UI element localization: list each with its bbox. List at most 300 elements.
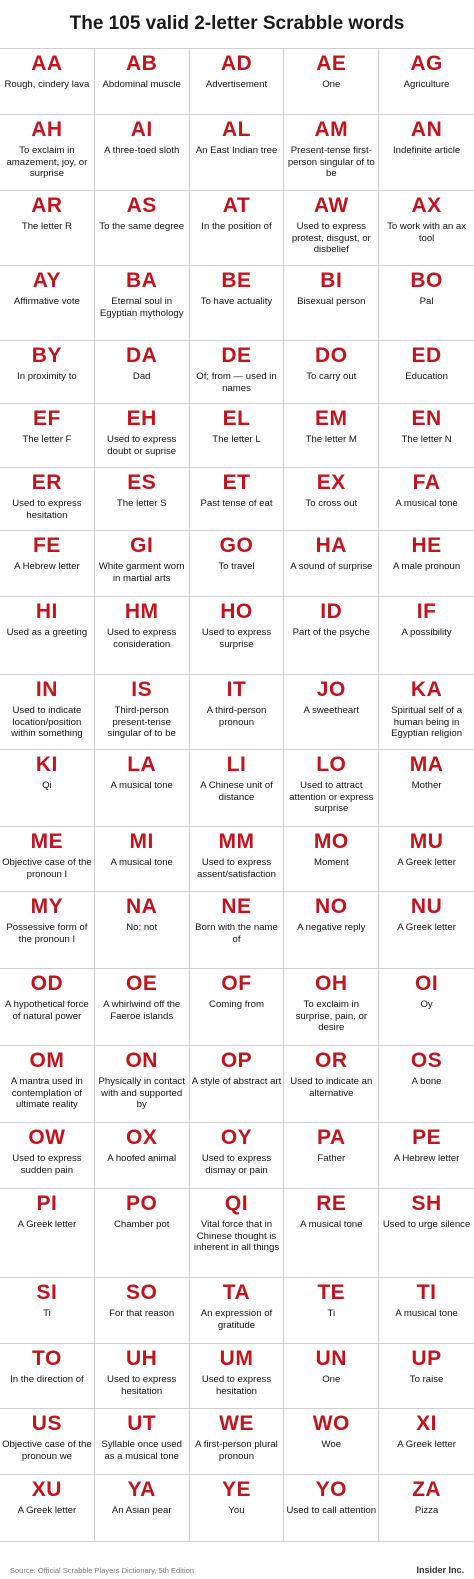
word: WO bbox=[312, 1412, 350, 1435]
word-cell bbox=[0, 115, 95, 190]
definition: A possibility bbox=[401, 627, 452, 638]
definition: A Greek letter bbox=[17, 1505, 77, 1516]
word-cell bbox=[95, 750, 190, 826]
definition: Eternal soul in Egyptian mythology bbox=[99, 296, 184, 319]
definition: A hypothetical force of natural power bbox=[5, 999, 89, 1022]
definition: A Greek letter bbox=[397, 857, 456, 868]
word-cell bbox=[284, 675, 379, 749]
word: GO bbox=[219, 534, 254, 557]
word: ES bbox=[127, 471, 157, 494]
word: FA bbox=[412, 471, 441, 494]
word-cell bbox=[0, 1046, 95, 1122]
definition: Advertisement bbox=[205, 79, 268, 90]
word-cell bbox=[284, 531, 379, 596]
word: ET bbox=[222, 471, 251, 494]
definition: A musical tone bbox=[395, 498, 458, 509]
word: HA bbox=[315, 534, 347, 557]
footer bbox=[0, 1561, 474, 1579]
word: OH bbox=[315, 972, 348, 995]
word-cell bbox=[0, 49, 95, 114]
word: OS bbox=[410, 1049, 443, 1072]
word: AH bbox=[31, 118, 63, 141]
definition: Pizza bbox=[414, 1505, 439, 1516]
grid-row bbox=[0, 1189, 474, 1278]
definition: A three-toed sloth bbox=[104, 145, 180, 156]
word: EX bbox=[316, 471, 346, 494]
word-cell bbox=[0, 404, 95, 467]
word-cell bbox=[0, 892, 95, 968]
word: TO bbox=[32, 1347, 62, 1370]
word: AX bbox=[411, 194, 442, 217]
definition: To work with an ax tool bbox=[387, 221, 467, 244]
definition: A Greek letter bbox=[397, 1439, 456, 1450]
word: KI bbox=[35, 753, 58, 776]
word: ER bbox=[31, 471, 62, 494]
definition: Objective case of the pronoun we bbox=[2, 1439, 92, 1462]
definition: A hoofed animal bbox=[107, 1153, 177, 1164]
word-cell bbox=[379, 1123, 474, 1188]
definition: A negative reply bbox=[297, 922, 366, 933]
definition: Used to call attention bbox=[286, 1505, 377, 1516]
word-cell bbox=[284, 827, 379, 891]
word-cell bbox=[0, 1475, 95, 1541]
grid-row bbox=[0, 341, 474, 404]
word: TE bbox=[317, 1281, 346, 1304]
word: ON bbox=[125, 1049, 158, 1072]
definition: A musical tone bbox=[395, 1308, 458, 1319]
definition: Possessive form of the pronoun I bbox=[6, 922, 88, 945]
word: PO bbox=[126, 1192, 158, 1215]
word: BI bbox=[320, 269, 343, 292]
word: EL bbox=[222, 407, 251, 430]
word: RE bbox=[316, 1192, 347, 1215]
word-cell bbox=[95, 675, 190, 749]
word: BA bbox=[126, 269, 158, 292]
word: QI bbox=[224, 1192, 249, 1215]
grid-row bbox=[0, 827, 474, 892]
word-cell bbox=[284, 969, 379, 1045]
definition: Born with the name of bbox=[195, 922, 278, 945]
word-cell bbox=[95, 1409, 190, 1474]
definition: To the same degree bbox=[99, 221, 185, 232]
word-cell bbox=[95, 1046, 190, 1122]
word: UH bbox=[126, 1347, 158, 1370]
definition: Syllable once used as a musical tone bbox=[101, 1439, 182, 1462]
word: OY bbox=[220, 1126, 253, 1149]
definition: A third-person pronoun bbox=[206, 705, 267, 728]
word-cell bbox=[95, 1278, 190, 1343]
word-cell bbox=[284, 892, 379, 968]
definition: Third-person present-tense singular of to be bbox=[107, 705, 176, 739]
word-cell bbox=[379, 115, 474, 190]
word: MM bbox=[218, 830, 255, 853]
word-cell bbox=[95, 191, 190, 265]
word-cell bbox=[190, 266, 285, 340]
word-cell bbox=[95, 266, 190, 340]
definition: Used as a greeting bbox=[6, 627, 88, 638]
definition: No; not bbox=[126, 922, 158, 933]
word-cell bbox=[0, 191, 95, 265]
word: AY bbox=[32, 269, 62, 292]
word-cell bbox=[95, 597, 190, 674]
word: EH bbox=[126, 407, 157, 430]
word-cell bbox=[0, 1123, 95, 1188]
definition: Pal bbox=[419, 296, 434, 307]
word-cell bbox=[95, 1475, 190, 1541]
definition: Past tense of eat bbox=[200, 498, 273, 509]
word: EM bbox=[315, 407, 348, 430]
word-cell bbox=[95, 115, 190, 190]
definition: Physically in contact with and supported by bbox=[98, 1076, 185, 1110]
word: AN bbox=[410, 118, 443, 141]
word: US bbox=[31, 1412, 62, 1435]
definition: One bbox=[322, 79, 341, 90]
grid-row bbox=[0, 468, 474, 531]
word-cell bbox=[379, 1278, 474, 1343]
definition: In the position of bbox=[201, 221, 272, 232]
definition: The letter M bbox=[305, 434, 357, 445]
word: NO bbox=[315, 895, 348, 918]
word-cell bbox=[95, 1123, 190, 1188]
word: BE bbox=[221, 269, 252, 292]
word-cell bbox=[284, 191, 379, 265]
word-cell bbox=[190, 1046, 285, 1122]
word-cell bbox=[95, 827, 190, 891]
word-cell bbox=[0, 1344, 95, 1408]
word-cell bbox=[190, 341, 285, 403]
word-cell bbox=[190, 468, 285, 530]
word: YA bbox=[127, 1478, 156, 1501]
definition: A Greek letter bbox=[17, 1219, 77, 1230]
definition: In the direction of bbox=[10, 1374, 84, 1385]
word: OI bbox=[415, 972, 439, 995]
word: MI bbox=[129, 830, 154, 853]
word-cell bbox=[379, 1475, 474, 1541]
word-cell bbox=[0, 266, 95, 340]
grid-row bbox=[0, 675, 474, 750]
definition: Used to express hesitation bbox=[12, 498, 82, 521]
word: PA bbox=[316, 1126, 346, 1149]
word-cell bbox=[379, 827, 474, 891]
grid-row bbox=[0, 1475, 474, 1542]
word: NE bbox=[221, 895, 252, 918]
grid-row bbox=[0, 1278, 474, 1344]
word-cell bbox=[284, 1344, 379, 1408]
word: NA bbox=[126, 895, 158, 918]
word-cell bbox=[190, 1409, 285, 1474]
grid-row bbox=[0, 404, 474, 468]
word-cell bbox=[190, 1123, 285, 1188]
definition: A musical tone bbox=[110, 857, 173, 868]
word-cell bbox=[95, 1344, 190, 1408]
definition: Used to express doubt or suprise bbox=[107, 434, 177, 457]
word: EN bbox=[411, 407, 442, 430]
grid-row bbox=[0, 969, 474, 1046]
definition: The letter F bbox=[22, 434, 72, 445]
word-cell bbox=[379, 404, 474, 467]
definition: To cross out bbox=[305, 498, 358, 509]
word-cell bbox=[284, 1123, 379, 1188]
word: HE bbox=[411, 534, 442, 557]
definition: Coming from bbox=[209, 999, 264, 1010]
definition: A bone bbox=[411, 1076, 442, 1087]
word-cell bbox=[284, 404, 379, 467]
grid-row bbox=[0, 266, 474, 341]
grid-row bbox=[0, 191, 474, 266]
word-cell bbox=[0, 969, 95, 1045]
word-cell bbox=[190, 827, 285, 891]
definition: A Greek letter bbox=[397, 922, 456, 933]
word: OP bbox=[220, 1049, 253, 1072]
grid-row bbox=[0, 531, 474, 597]
word-cell bbox=[379, 1344, 474, 1408]
definition: Vital force that in Chinese thought is inherent in all things bbox=[193, 1219, 280, 1253]
definition: Present-tense first-person singular of to be bbox=[287, 145, 375, 179]
word: UP bbox=[411, 1347, 442, 1370]
definition: Moment bbox=[313, 857, 349, 868]
word-cell bbox=[284, 266, 379, 340]
word-cell bbox=[190, 892, 285, 968]
definition: Spiritual self of a human being in Egyptian religion bbox=[391, 705, 463, 739]
word: IT bbox=[226, 678, 247, 701]
grid-row bbox=[0, 597, 474, 675]
word-cell bbox=[0, 827, 95, 891]
word-cell bbox=[190, 1344, 285, 1408]
word-cell bbox=[284, 49, 379, 114]
word: IS bbox=[131, 678, 153, 701]
word: PI bbox=[36, 1192, 58, 1215]
definition: A Chinese unit of distance bbox=[200, 780, 273, 803]
definition: To raise bbox=[409, 1374, 444, 1385]
word-cell bbox=[284, 115, 379, 190]
word: IN bbox=[35, 678, 58, 701]
word-cell bbox=[95, 404, 190, 467]
page-title: The 105 valid 2-letter Scrabble words bbox=[69, 13, 405, 34]
word-cell bbox=[190, 404, 285, 467]
grid-row bbox=[0, 1344, 474, 1409]
word: ED bbox=[411, 344, 442, 367]
definition: One bbox=[322, 1374, 341, 1385]
definition: Used to express consideration bbox=[107, 627, 177, 650]
word: AE bbox=[316, 52, 347, 75]
definition: Affirmative vote bbox=[13, 296, 80, 307]
definition: An expression of gratitude bbox=[200, 1308, 273, 1331]
word: AS bbox=[126, 194, 157, 217]
word: TA bbox=[222, 1281, 251, 1304]
word: AM bbox=[314, 118, 349, 141]
word-cell bbox=[379, 191, 474, 265]
word: MA bbox=[409, 753, 444, 776]
word-cell bbox=[190, 1278, 285, 1343]
word-cell bbox=[190, 1189, 285, 1277]
definition: The letter L bbox=[212, 434, 261, 445]
word: JO bbox=[316, 678, 346, 701]
grid-row bbox=[0, 1046, 474, 1123]
word-cell bbox=[284, 750, 379, 826]
word-cell bbox=[284, 468, 379, 530]
definition: Ti bbox=[43, 1308, 51, 1319]
word-cell bbox=[95, 341, 190, 403]
word-cell bbox=[379, 892, 474, 968]
word-cell bbox=[379, 49, 474, 114]
word: PE bbox=[412, 1126, 442, 1149]
grid-row bbox=[0, 49, 474, 115]
definition: Used to express protest, disgust, or disbelief bbox=[291, 221, 371, 255]
word: UT bbox=[127, 1412, 157, 1435]
word-cell bbox=[95, 468, 190, 530]
definition: To exclaim in amazement, joy, or surprise bbox=[6, 145, 88, 179]
definition: The letter S bbox=[116, 498, 167, 509]
definition: Objective case of the pronoun I bbox=[2, 857, 92, 880]
brand-logo: Insider Inc. bbox=[416, 1565, 464, 1575]
definition: Qi bbox=[42, 780, 52, 791]
definition: Rough, cindery lava bbox=[4, 79, 90, 90]
definition: A style of abstract art bbox=[191, 1076, 282, 1087]
word-cell bbox=[190, 1475, 285, 1541]
definition: Chamber pot bbox=[113, 1219, 170, 1230]
word: LI bbox=[226, 753, 247, 776]
definition: Mother bbox=[411, 780, 442, 791]
word-cell bbox=[0, 750, 95, 826]
word-cell bbox=[379, 750, 474, 826]
word-cell bbox=[190, 49, 285, 114]
word-cell bbox=[95, 1189, 190, 1277]
definition: A first-person plural pronoun bbox=[195, 1439, 278, 1462]
word-cell bbox=[190, 969, 285, 1045]
definition: A male pronoun bbox=[392, 561, 461, 572]
word: XU bbox=[31, 1478, 62, 1501]
word-cell bbox=[379, 1189, 474, 1277]
definition: Indefinite article bbox=[392, 145, 461, 156]
word: GI bbox=[130, 534, 154, 557]
word-cell bbox=[190, 115, 285, 190]
definition: A Hebrew letter bbox=[14, 561, 80, 572]
definition: Dad bbox=[132, 371, 151, 382]
definition: The letter R bbox=[21, 221, 72, 232]
word: OR bbox=[315, 1049, 348, 1072]
word: UM bbox=[219, 1347, 254, 1370]
word-cell bbox=[0, 1409, 95, 1474]
grid-row bbox=[0, 1123, 474, 1189]
word: XI bbox=[416, 1412, 437, 1435]
word-cell bbox=[379, 1046, 474, 1122]
word: ZA bbox=[412, 1478, 442, 1501]
word: TI bbox=[416, 1281, 437, 1304]
word-cell bbox=[379, 597, 474, 674]
word: OF bbox=[221, 972, 252, 995]
definition: An East Indian tree bbox=[195, 145, 278, 156]
word: IF bbox=[416, 600, 437, 623]
definition: Agriculture bbox=[403, 79, 450, 90]
definition: Education bbox=[405, 371, 448, 382]
word: SI bbox=[36, 1281, 58, 1304]
word-cell bbox=[0, 675, 95, 749]
word: AW bbox=[313, 194, 349, 217]
definition: A whirlwind off the Faeroe islands bbox=[103, 999, 181, 1022]
word-cell bbox=[379, 675, 474, 749]
definition: An Asian pear bbox=[111, 1505, 172, 1516]
word: FE bbox=[32, 534, 61, 557]
word-cell bbox=[95, 531, 190, 596]
definition: To carry out bbox=[306, 371, 357, 382]
definition: For that reason bbox=[109, 1308, 175, 1319]
word: ID bbox=[320, 600, 343, 623]
word: DA bbox=[126, 344, 158, 367]
word-cell bbox=[95, 969, 190, 1045]
word: BO bbox=[410, 269, 443, 292]
source-note: Source: Official Scrabble Players Dictionary, 5th Edition bbox=[10, 1565, 194, 1575]
word: HO bbox=[220, 600, 253, 623]
word-cell bbox=[0, 341, 95, 403]
word-cell bbox=[379, 531, 474, 596]
word: OM bbox=[29, 1049, 65, 1072]
word-cell bbox=[190, 531, 285, 596]
word-cell bbox=[95, 49, 190, 114]
definition: A musical tone bbox=[110, 780, 173, 791]
definition: You bbox=[228, 1505, 245, 1516]
word: OX bbox=[126, 1126, 158, 1149]
definition: A sound of surprise bbox=[290, 561, 373, 572]
word: AG bbox=[410, 52, 443, 75]
word: MY bbox=[30, 895, 64, 918]
definition: A Hebrew letter bbox=[393, 1153, 460, 1164]
definition: Father bbox=[317, 1153, 346, 1164]
grid-row bbox=[0, 1409, 474, 1475]
word: OE bbox=[126, 972, 158, 995]
definition: Abdominal muscle bbox=[102, 79, 181, 90]
definition: Used to urge silence bbox=[382, 1219, 471, 1230]
word-cell bbox=[284, 1475, 379, 1541]
word-cell bbox=[95, 892, 190, 968]
definition: Used to express hesitation bbox=[107, 1374, 177, 1397]
definition: A musical tone bbox=[300, 1219, 363, 1230]
word: YO bbox=[315, 1478, 347, 1501]
definition: Ti bbox=[327, 1308, 336, 1319]
word-cell bbox=[0, 468, 95, 530]
word-cell bbox=[190, 750, 285, 826]
word-cell bbox=[379, 266, 474, 340]
word-cell bbox=[284, 1409, 379, 1474]
word: AA bbox=[31, 52, 63, 75]
word-cell bbox=[0, 1278, 95, 1343]
word: MU bbox=[409, 830, 444, 853]
definition: Bisexual person bbox=[297, 296, 366, 307]
definition: The letter N bbox=[401, 434, 452, 445]
word: AI bbox=[130, 118, 153, 141]
definition: Used to express surprise bbox=[201, 627, 272, 650]
word: BY bbox=[31, 344, 62, 367]
word-cell bbox=[284, 341, 379, 403]
definition: A sweetheart bbox=[303, 705, 360, 716]
definition: A mantra used in contemplation of ultimate reality bbox=[10, 1076, 83, 1110]
definition: To travel bbox=[218, 561, 255, 572]
word-cell bbox=[284, 597, 379, 674]
definition: Used to indicate location/position within something bbox=[11, 705, 83, 739]
word: OW bbox=[28, 1126, 66, 1149]
word: ME bbox=[30, 830, 64, 853]
word: NU bbox=[410, 895, 443, 918]
grid-row bbox=[0, 750, 474, 827]
definition: Used to express sudden pain bbox=[12, 1153, 82, 1176]
word: YE bbox=[221, 1478, 251, 1501]
definition: Part of the psyche bbox=[292, 627, 370, 638]
word: HI bbox=[35, 600, 58, 623]
word: HM bbox=[124, 600, 159, 623]
definition: To have actuality bbox=[200, 296, 273, 307]
word: SO bbox=[126, 1281, 158, 1304]
word-cell bbox=[0, 531, 95, 596]
word: AD bbox=[220, 52, 253, 75]
